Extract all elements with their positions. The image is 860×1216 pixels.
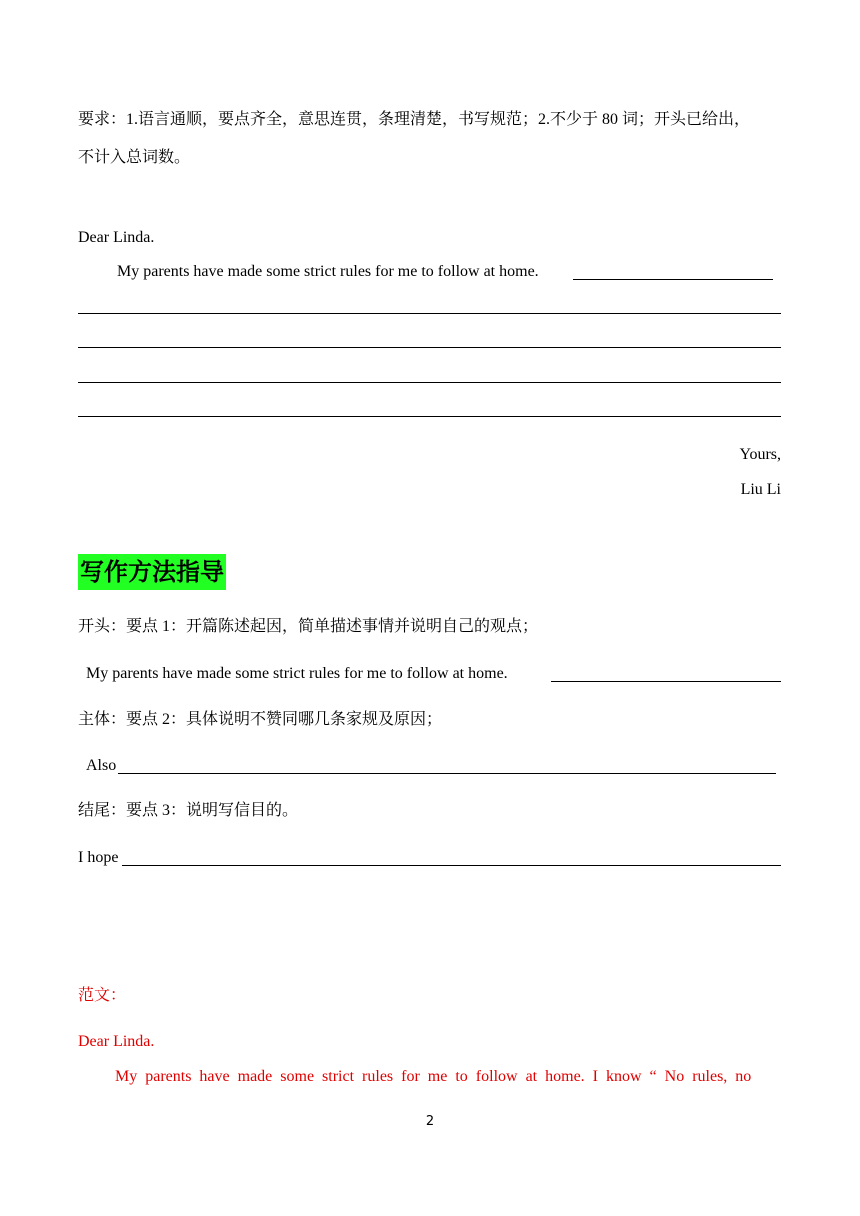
guide-point-1: 开头：要点 1：开篇陈述起因，简单描述事情并说明自己的观点；: [78, 618, 539, 635]
guide-point-2-sentence: Also: [86, 757, 117, 774]
writing-line: [78, 313, 781, 314]
requirements-line-2: 不计入总词数。: [78, 149, 191, 166]
requirements-line-1: 要求：1.语言通顺，要点齐全，意思连贯，条理清楚，书写规范；2.不少于 80 词；开头已给出，: [78, 111, 751, 128]
writing-line: [78, 347, 781, 348]
guide-point-3: 结尾：要点 3：说明写信目的。: [78, 802, 299, 819]
letter-closing: Yours,: [739, 446, 781, 463]
model-label: 范文：: [78, 987, 127, 1004]
writing-line: [118, 773, 776, 774]
writing-line: [78, 382, 781, 383]
letter-signature: Liu Li: [740, 481, 781, 498]
writing-line: [573, 279, 773, 280]
guide-point-3-sentence: I hope: [78, 849, 119, 866]
model-greeting: Dear Linda.: [78, 1033, 155, 1050]
writing-line: [78, 416, 781, 417]
guide-point-2: 主体：要点 2：具体说明不赞同哪几条家规及原因；: [78, 711, 443, 728]
letter-greeting: Dear Linda.: [78, 229, 155, 246]
guide-heading: 写作方法指导: [78, 554, 226, 590]
guide-point-1-sentence: My parents have made some strict rules for me to follow at home.: [86, 665, 508, 682]
writing-line: [122, 865, 781, 866]
letter-opening: My parents have made some strict rules for me to follow at home.: [117, 263, 539, 280]
model-line-1: My parents have made some strict rules for me to follow at home. I know “ No rules, no: [115, 1068, 752, 1085]
writing-line: [551, 681, 781, 682]
page-number: 2: [425, 1114, 435, 1129]
